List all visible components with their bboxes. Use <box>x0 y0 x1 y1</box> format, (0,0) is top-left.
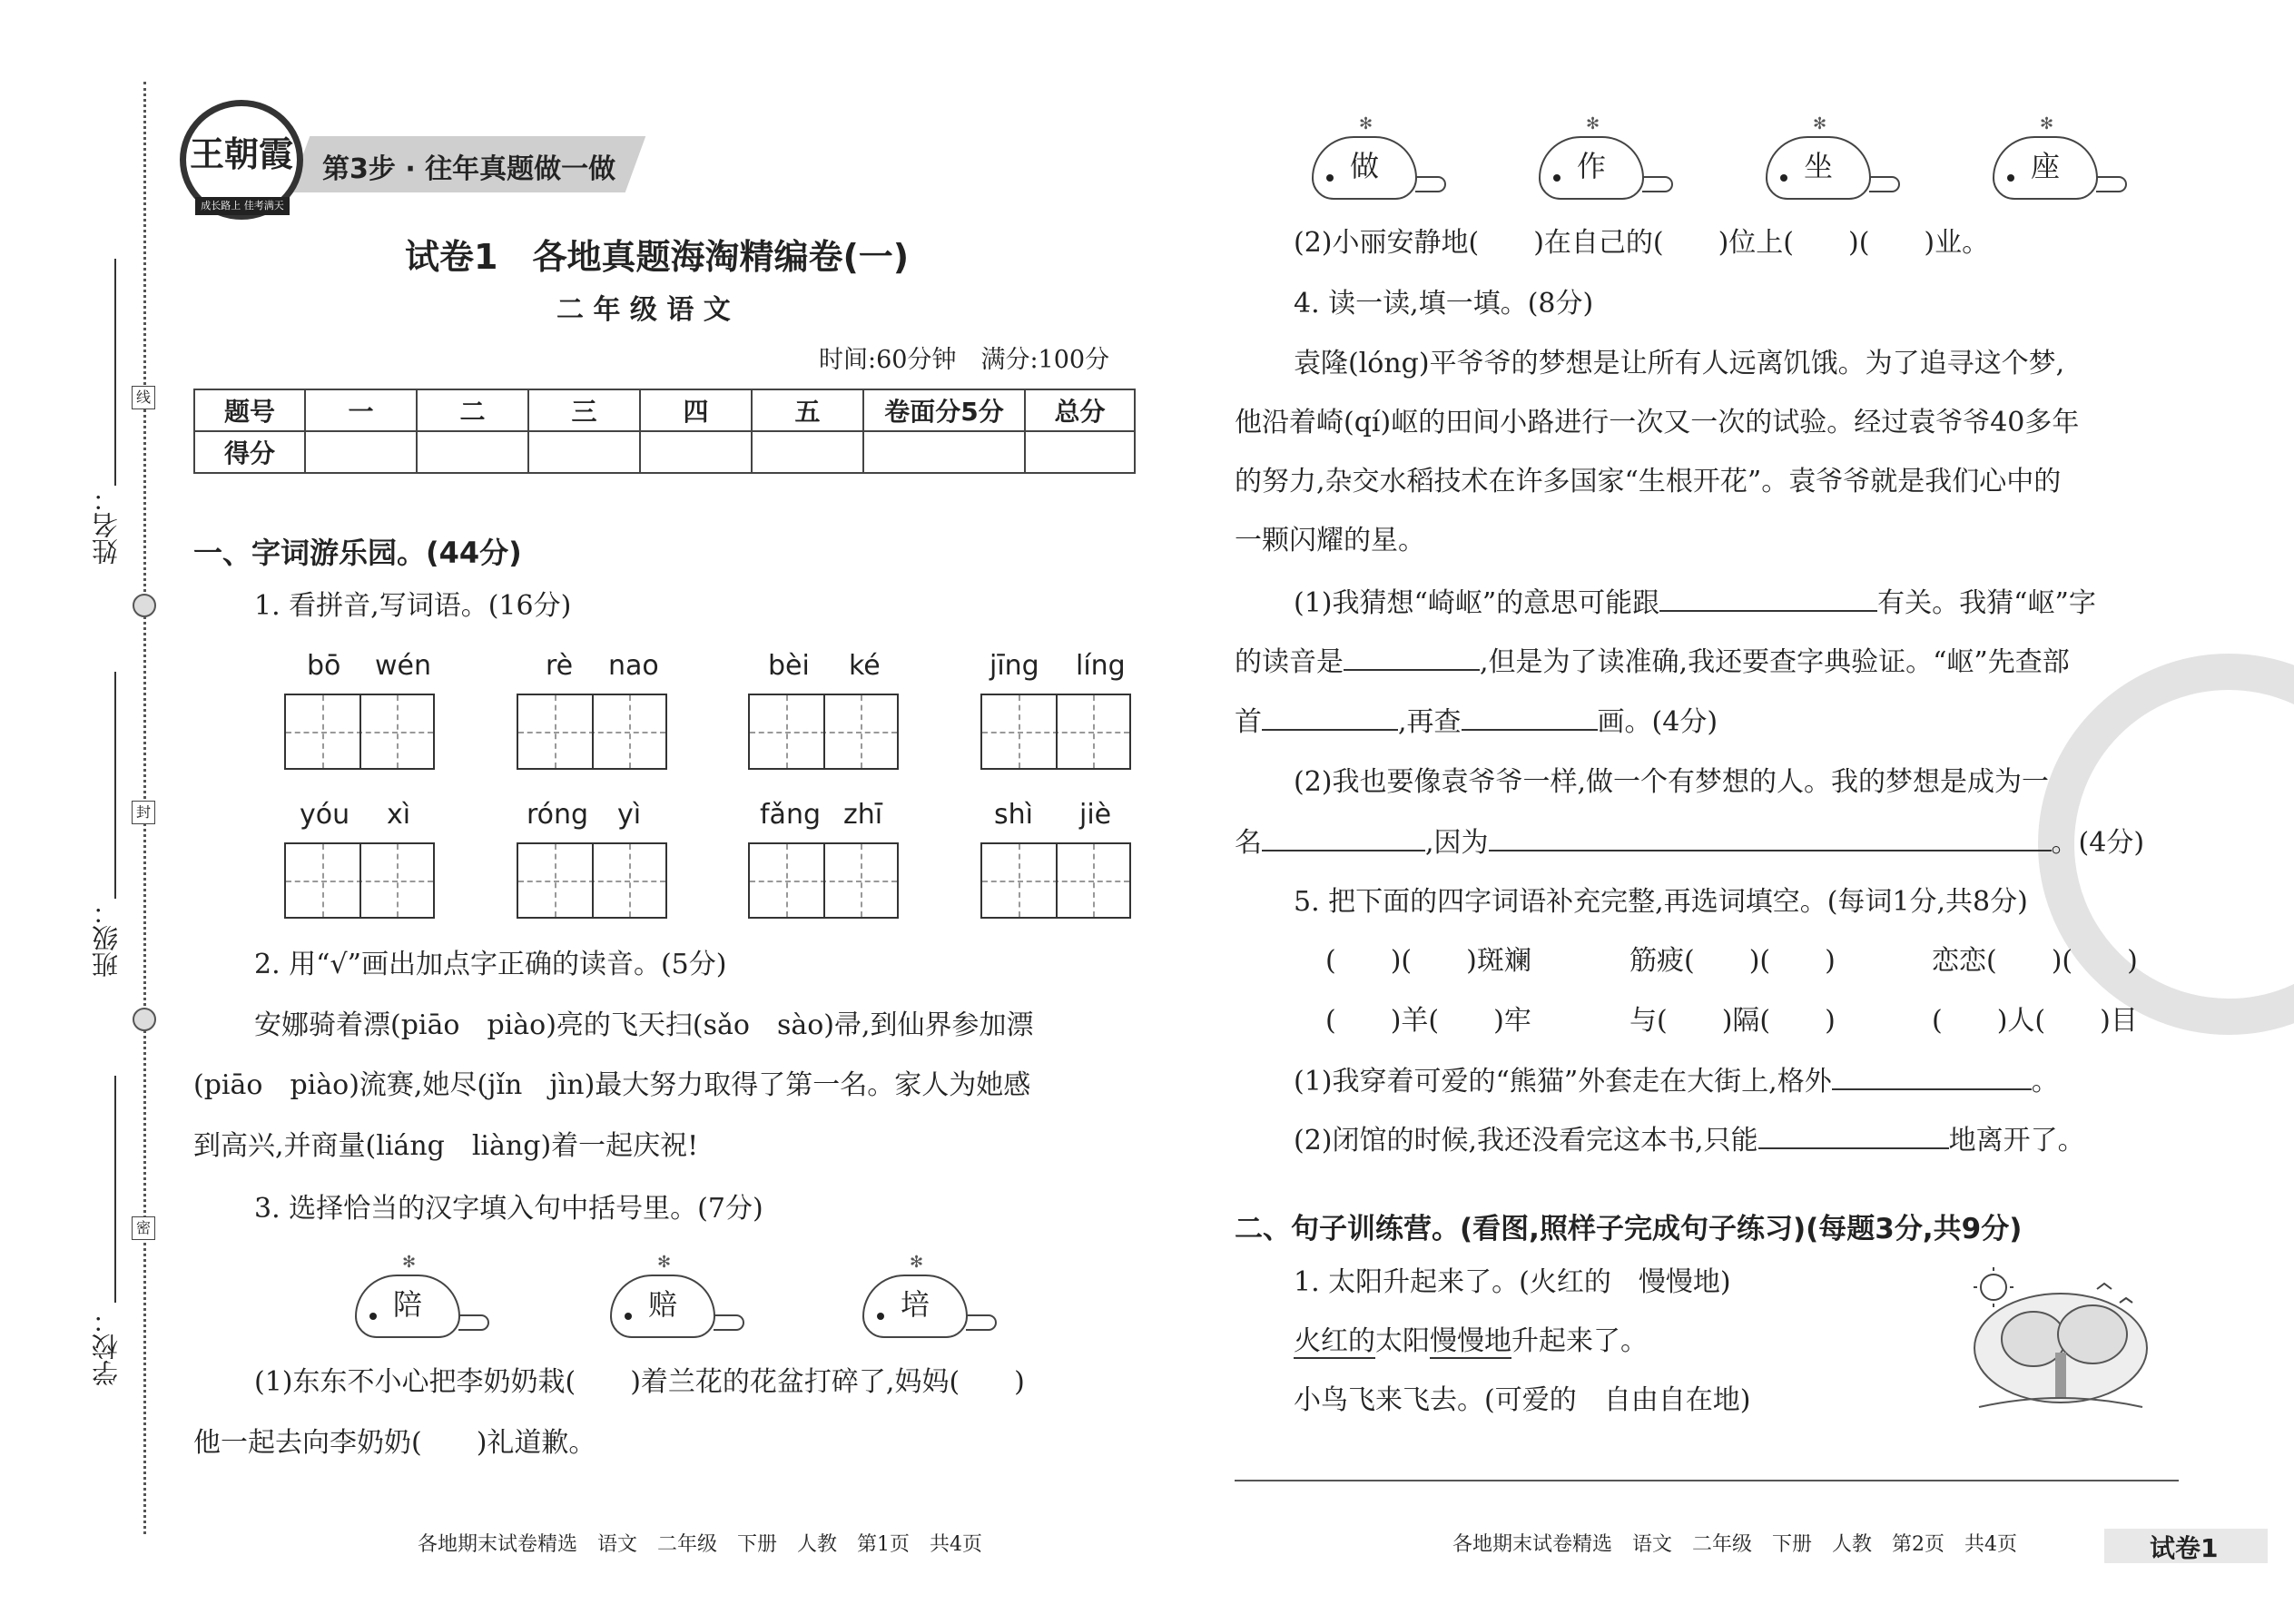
whale-character-card: ✻ 培 <box>862 1275 968 1338</box>
whale-character-card: ✻ 做 <box>1312 136 1417 200</box>
q2-title: 2. 用“√”画出加点字正确的读音。(5分) <box>254 949 727 980</box>
answer-blank[interactable] <box>1758 1124 1949 1149</box>
idiom-item: ( )( )斑斓 <box>1325 945 1531 977</box>
answer-blank[interactable] <box>1832 1065 2032 1090</box>
pinyin-syllable: jiè <box>1079 799 1112 831</box>
idiom-item: 恋恋( )( ) <box>1932 945 2138 977</box>
q4-sub1-text: ,但是为了读准确,我还要查字典验证。“岖”先查部 <box>1480 646 2070 678</box>
q4-sub2-text: 名 <box>1235 827 1262 859</box>
score-head-cell: 四 <box>640 389 752 431</box>
q4-sub2-text: ,因为 <box>1425 827 1489 859</box>
school-label: 学校： <box>91 1307 122 1386</box>
s2-example <box>1294 1325 1648 1358</box>
whale-character: 做 <box>1349 149 1379 183</box>
writing-grid[interactable] <box>980 842 1131 919</box>
whale-character: 赔 <box>647 1287 677 1322</box>
score-cell[interactable] <box>1025 431 1135 473</box>
score-head-cell: 卷面分5分 <box>863 389 1025 431</box>
score-head-cell: 一 <box>305 389 417 431</box>
pinyin-syllable: zhī <box>843 799 883 831</box>
pinyin-syllable: yóu <box>300 799 350 831</box>
q3-sentence: (2)小丽安静地( )在自己的( )位上( )( )业。 <box>1294 227 1990 259</box>
score-cell[interactable] <box>305 431 417 473</box>
seal-mark-seal: 封 <box>132 801 155 824</box>
q4-sub1-text: 有关。我猜“岖”字 <box>1877 587 2096 619</box>
class-write-line <box>114 672 116 899</box>
seal-mark-secret: 密 <box>132 1216 155 1240</box>
whale-character-card: ✻ 作 <box>1539 136 1644 200</box>
pinyin-syllable: bō <box>307 650 341 682</box>
score-head-cell: 题号 <box>194 389 305 431</box>
writing-grid[interactable] <box>284 842 435 919</box>
logo-text: 王朝霞 <box>189 133 293 174</box>
writing-grid[interactable] <box>748 694 899 770</box>
pinyin-syllable: ké <box>849 650 881 682</box>
writing-grid[interactable] <box>517 694 667 770</box>
page-footer-right: 各地期末试卷精选 语文 二年级 下册 人教 第2页 共4页 <box>1452 1533 2017 1556</box>
idiom-item: ( )人( )目 <box>1932 1005 2138 1037</box>
q5-sub2-text: 地离开了。 <box>1948 1125 2085 1156</box>
whale-character-card: ✻ 赔 <box>610 1275 715 1338</box>
pinyin-syllable: rè <box>546 650 574 682</box>
name-label: 姓名： <box>91 486 122 565</box>
q4-sub1-text: 画。(4分) <box>1597 706 1718 738</box>
logo-ribbon: 成长路上 佳考满天 <box>195 197 290 215</box>
divider <box>1235 1480 2179 1481</box>
score-header-row <box>194 389 1135 431</box>
writing-grid[interactable] <box>517 842 667 919</box>
s2-question: 小鸟飞来飞去。(可爱的 自由自在地) <box>1294 1384 1751 1416</box>
score-head-cell: 二 <box>417 389 528 431</box>
score-table <box>193 389 1136 474</box>
pinyin-syllable: bèi <box>768 650 810 682</box>
pinyin-syllable: líng <box>1076 650 1126 682</box>
q4-paragraph: 一颗闪耀的星。 <box>1235 525 1425 556</box>
answer-blank[interactable] <box>1462 705 1598 731</box>
q4-sub1-text: 首 <box>1235 706 1262 738</box>
q2-line: 到高兴,并商量(liáng liàng)着一起庆祝! <box>193 1130 699 1162</box>
pinyin-syllable: shì <box>994 799 1033 831</box>
s2-question: 1. 太阳升起来了。(火红的 慢慢地) <box>1294 1266 1731 1298</box>
q5-sub1-text: (1)我穿着可爱的“熊猫”外套走在大街上,格外 <box>1294 1066 1832 1097</box>
whale-character: 培 <box>900 1287 930 1322</box>
binding-hole-icon <box>133 1008 156 1031</box>
q4-sub1-cont <box>1235 645 2070 679</box>
q4-sub1-text: (1)我猜想“崎岖”的意思可能跟 <box>1294 587 1660 619</box>
q5-sub1-text: 。 <box>2031 1066 2059 1097</box>
paper-tag: 试卷1 <box>2150 1533 2219 1563</box>
q4-sub2: (2)我也要像袁爷爷一样,做一个有梦想的人。我的梦想是成为一 <box>1294 766 2050 798</box>
example-underlined: 火红的 <box>1294 1325 1375 1357</box>
pinyin-syllable: fǎng <box>760 799 822 831</box>
pinyin-syllable: jīng <box>989 650 1039 682</box>
score-head-cell: 五 <box>752 389 863 431</box>
pinyin-syllable: yì <box>617 799 642 831</box>
idiom-item: ( )羊( )牢 <box>1325 1005 1531 1037</box>
whale-character: 座 <box>2030 149 2060 183</box>
q5-sub2 <box>1294 1124 2085 1157</box>
answer-blank[interactable] <box>1262 705 1398 731</box>
whale-character: 作 <box>1576 149 1606 183</box>
writing-grid[interactable] <box>980 694 1131 770</box>
q3-sentence: 他一起去向李奶奶( )礼道歉。 <box>193 1427 596 1459</box>
q4-paragraph: 袁隆(lóng)平爷爷的梦想是让所有人远离饥饿。为了追寻这个梦, <box>1294 348 2065 379</box>
name-write-line <box>114 259 116 486</box>
section2-title: 二、句子训练营。(看图,照样子完成句子练习)(每题3分,共9分) <box>1235 1213 2023 1245</box>
whale-character-card: ✻ 座 <box>1993 136 2098 200</box>
pinyin-syllable: xì <box>387 799 411 831</box>
exam-subtitle: 二 年 级 语 文 <box>556 294 731 326</box>
section1-title: 一、字词游乐园。(44分) <box>193 536 522 570</box>
pinyin-syllable: wén <box>375 650 432 682</box>
score-head-cell: 三 <box>528 389 640 431</box>
brand-logo <box>180 100 303 220</box>
q4-title: 4. 读一读,填一填。(8分) <box>1294 288 1594 320</box>
idiom-item: 筋疲( )( ) <box>1629 945 1836 977</box>
whale-character: 陪 <box>392 1287 422 1322</box>
score-cell[interactable] <box>863 431 1025 473</box>
whale-character: 坐 <box>1803 149 1833 183</box>
pinyin-syllable: róng <box>527 799 589 831</box>
whale-character-card: ✻ 陪 <box>355 1275 460 1338</box>
birds-tree-illustration <box>1961 1262 2157 1427</box>
writing-grid[interactable] <box>748 842 899 919</box>
writing-grid[interactable] <box>284 694 435 770</box>
q3-sentence: (1)东东不小心把李奶奶栽( )着兰花的花盆打碎了,妈妈( ) <box>254 1366 1025 1398</box>
example-underlined: 慢慢地 <box>1430 1325 1511 1357</box>
q5-sub2-text: (2)闭馆的时候,我还没看完这本书,只能 <box>1294 1125 1758 1156</box>
q4-paragraph: 他沿着崎(qí)岖的田间小路进行一次又一次的试验。经过袁爷爷40多年 <box>1235 407 2080 438</box>
score-row-label: 得分 <box>194 431 305 473</box>
answer-blank[interactable] <box>1659 586 1877 612</box>
q5-sub1 <box>1294 1065 2059 1098</box>
q4-sub1-cont <box>1235 705 1718 739</box>
whale-character-card: ✻ 坐 <box>1766 136 1871 200</box>
seal-mark-line: 线 <box>132 386 155 409</box>
q4-sub1-text: 的读音是 <box>1235 646 1344 678</box>
answer-blank[interactable] <box>1344 645 1480 671</box>
example-text: 升起来了。 <box>1511 1325 1648 1357</box>
q1-title: 1. 看拼音,写词语。(16分) <box>254 590 572 622</box>
idiom-item: 与( )隔( ) <box>1629 1005 1836 1037</box>
q2-line: (piāo piào)流赛,她尽(jǐn jìn)最大努力取得了第一名。家人为她感 <box>193 1069 1031 1101</box>
score-cell[interactable] <box>417 431 528 473</box>
time-info: 时间:60分钟 满分:100分 <box>819 346 1110 374</box>
score-cell[interactable] <box>528 431 640 473</box>
q2-line: 安娜骑着漂(piāo piào)亮的飞天扫(sǎo sào)帚,到仙界参加漂 <box>254 1009 1034 1041</box>
page-footer-left: 各地期末试卷精选 语文 二年级 下册 人教 第1页 共4页 <box>418 1533 982 1556</box>
q5-title: 5. 把下面的四字词语补充完整,再选词填空。(每词1分,共8分) <box>1294 886 2028 918</box>
q4-sub2-cont <box>1235 826 2144 860</box>
example-text: 太阳 <box>1375 1325 1430 1357</box>
score-cell[interactable] <box>640 431 752 473</box>
q3-title: 3. 选择恰当的汉字填入句中括号里。(7分) <box>254 1193 763 1225</box>
q4-paragraph: 的努力,杂交水稻技术在许多国家“生根开花”。袁爷爷就是我们心中的 <box>1235 466 2062 497</box>
answer-blank[interactable] <box>1262 826 1425 851</box>
q4-sub2-text: 。(4分) <box>2051 827 2145 859</box>
exam-title: 试卷1 各地真题海淘精编卷(一) <box>405 237 910 277</box>
step-label: 第3步 · 往年真题做一做 <box>322 153 616 185</box>
q4-sub1-text: ,再查 <box>1398 706 1462 738</box>
pinyin-syllable: nao <box>608 650 659 682</box>
score-cell[interactable] <box>752 431 863 473</box>
score-row <box>194 431 1135 473</box>
answer-blank[interactable] <box>1489 826 2052 851</box>
binding-hole-icon <box>133 594 156 617</box>
school-write-line <box>114 1076 116 1303</box>
class-label: 班级： <box>91 899 122 978</box>
score-head-cell: 总分 <box>1025 389 1135 431</box>
q4-sub1 <box>1294 586 2096 620</box>
